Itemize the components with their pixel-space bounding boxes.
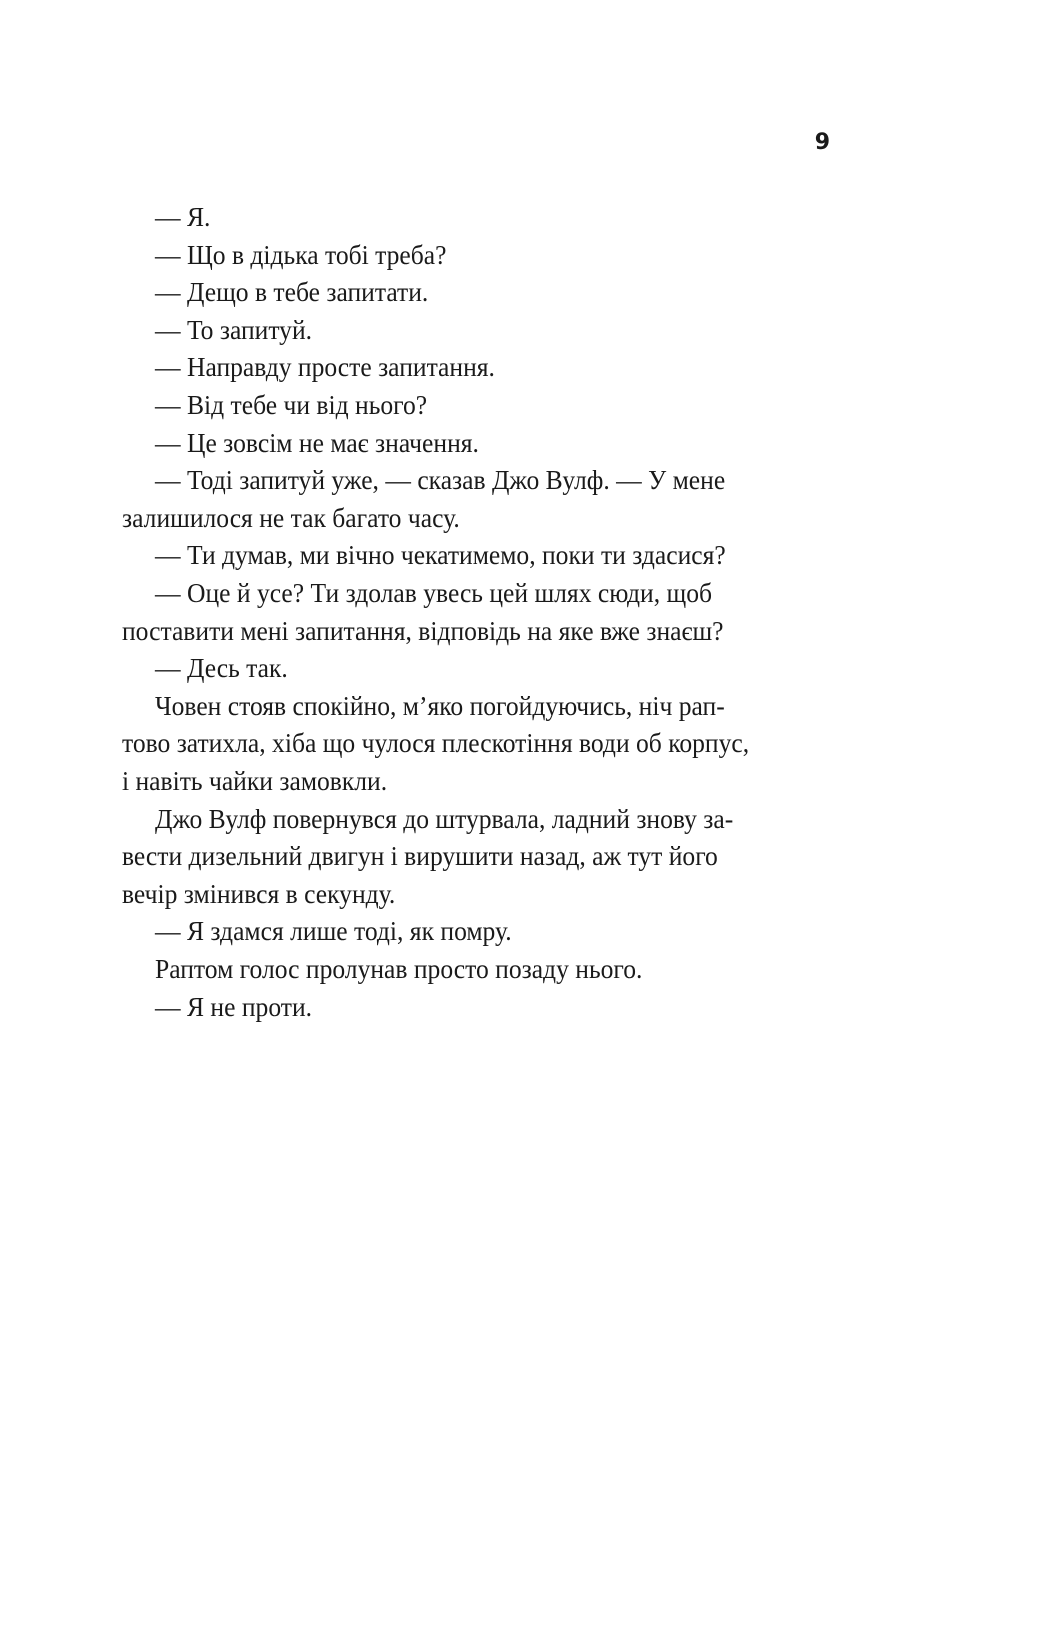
text-line: Раптом голос пролунав просто позаду нього. — [155, 953, 643, 984]
text-line: — Направду просте запитання. — [155, 351, 495, 383]
text-line: — То запитуй. — [155, 313, 313, 345]
text-line: — Я не проти. — [155, 990, 313, 1022]
page-number: 9 — [814, 130, 830, 155]
text-line: — Я здамся лише тоді, як помру. — [155, 915, 512, 947]
text-line: залишилося не так багато часу. — [122, 501, 460, 533]
text-line: — Дещо в тебе запитати. — [155, 276, 429, 308]
text-line: — Що в дідька тобі треба? — [155, 238, 447, 270]
text-line: вечір змінився в секунду. — [122, 877, 396, 909]
text-line: — Тоді запитуй уже, — сказав Джо Вулф. — У мене — [155, 464, 726, 496]
text-line: і навіть чайки замовкли. — [122, 765, 388, 796]
text-line: — Оце й усе? Ти здолав увесь цей шлях сюди, щоб — [155, 577, 713, 608]
text-line: Човен стояв спокійно, м’яко погойдуючись, ніч рап- — [155, 689, 725, 721]
text-line: — Це зовсім не має значення. — [155, 426, 479, 458]
text-line: — Ти думав, ми вічно чекатимемо, поки ти здасися? — [155, 539, 726, 571]
text-line: поставити мені запитання, відповідь на яке вже знаєш? — [122, 614, 724, 646]
text-line: Джо Вулф повернувся до штурвала, ладний знову за- — [155, 802, 734, 834]
text-line: — Десь так. — [155, 652, 288, 684]
text-line: — Від тебе чи від нього? — [155, 389, 428, 420]
text-line: — Я. — [155, 201, 211, 232]
text-line: тово затихла, хіба що чулося плескотіння води об корпус, — [122, 727, 750, 759]
text-line: вести дизельний двигун і вирушити назад, аж тут його — [122, 840, 718, 872]
